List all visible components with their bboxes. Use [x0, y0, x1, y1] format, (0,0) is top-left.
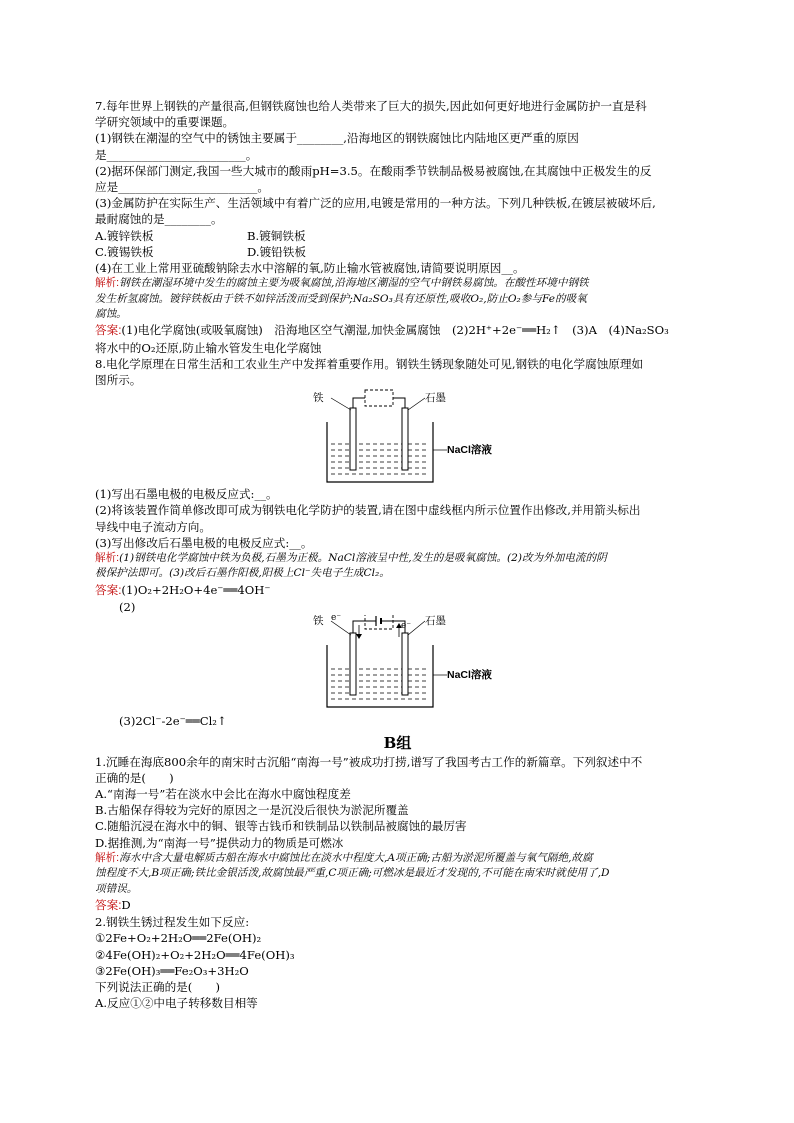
q8-explanation-line2: 极保护法即可。(3)改后石墨作阳极,阳极上Cl⁻失电子生成Cl₂。 [95, 567, 390, 580]
q8-stem-line1: 8.电化学原理在日常生活和工农业生产中发挥着重要作用。钢铁生锈现象随处可见,钢铁的电化学腐蚀原理如 [95, 356, 644, 371]
q8-answer-3: (3)2Cl⁻-2e⁻══Cl₂↑ [119, 714, 227, 729]
electron-label-left: e⁻ [331, 613, 342, 624]
q8-explanation-line1 [95, 551, 700, 566]
q8-explanation-label: 解析: [95, 552, 120, 565]
b1-answer [95, 897, 700, 914]
b2-question: 下列说法正确的是( ) [95, 979, 220, 994]
q7-answer-text1: (1)电化学腐蚀(或吸氧腐蚀) 沿海地区空气潮湿,加快金属腐蚀 (2)2H⁺+2e⁻══H₂↑ (3)A (4)Na₂SO₃ [121, 323, 669, 338]
q7-answer-label: 答案: [95, 324, 122, 338]
b1-stem-line2: 正确的是( ) [95, 770, 174, 785]
b1-option-a: A.“南海一号”若在淡水中会比在海水中腐蚀程度差 [95, 786, 351, 801]
q8-part1: (1)写出石墨电极的电极反应式:__。 [95, 487, 278, 502]
b2-option-a: A.反应①②中电子转移数目相等 [95, 996, 258, 1011]
b1-explanation-line3: 项错误。 [95, 882, 138, 895]
b1-answer-label: 答案: [95, 898, 122, 912]
b2-reaction-3: ③2Fe(OH)₃══Fe₂O₃+3H₂O [95, 963, 249, 978]
q7-explanation-label: 解析: [95, 277, 120, 290]
b1-explanation-text1: 海水中含大量电解质古船在海水中腐蚀比在淡水中程度大,A项正确;古船为淤泥所覆盖与氧气隔绝,故腐 [119, 851, 593, 864]
graphite-electrode-label-2: 石墨 [425, 615, 446, 628]
q7-explanation-line3: 腐蚀。 [95, 308, 127, 321]
iron-electrode-label: 铁 [313, 392, 324, 405]
question-b1 [95, 754, 700, 915]
section-b-heading: B组 [383, 733, 412, 752]
nacl-solution-label-2: NaCl溶液 [447, 669, 492, 682]
q7-part3-line1: (3)金属防护在实际生产、生活领域中有着广泛的应用,电镀是常用的一种方法。下列几种铁板,在镀层被破坏后, [95, 196, 656, 211]
q8-stem-line2: 图所示。 [95, 373, 142, 388]
q8-answer-2: (2) [119, 600, 136, 615]
q7-option-a: A.镀锌铁板 [95, 228, 154, 243]
q7-stem-line2: 学研究领域中的重要课题。 [95, 115, 235, 130]
b1-stem-line1: 1.沉睡在海底800余年的南宋时古沉船“南海一号”被成功打捞,谱写了我国考古工作的新篇章。下列叙述中不 [95, 754, 643, 769]
q8-part3: (3)写出修改后石墨电极的电极反应式:__。 [95, 535, 313, 550]
b1-explanation-line1 [95, 851, 700, 866]
question-8 [95, 356, 700, 730]
q7-option-b: B.镀铜铁板 [247, 228, 306, 243]
q8-answer-label: 答案: [95, 583, 122, 597]
q7-part1-line1: (1)钢铁在潮湿的空气中的锈蚀主要属于________,沿海地区的钢铁腐蚀比内陆地区更严重的原因 [95, 131, 579, 146]
b2-stem: 2.钢铁生锈过程发生如下反应: [95, 915, 250, 930]
b1-answer-text: D [121, 897, 131, 912]
b2-reaction-2: ②4Fe(OH)₂+O₂+2H₂O══4Fe(OH)₃ [95, 947, 295, 962]
b1-option-b: B.古船保存得较为完好的原因之一是沉没后很快为淤泥所覆盖 [95, 803, 409, 818]
q7-stem-line1: 7.每年世界上钢铁的产量很高,但钢铁腐蚀也给人类带来了巨大的损失,因此如何更好地进行金属防护一直是科 [95, 99, 647, 113]
corrosion-diagram-drawing [95, 388, 700, 486]
question-7 [95, 98, 700, 356]
q7-explanation-text1: 钢铁在潮湿环境中发生的腐蚀主要为吸氧腐蚀,沿海地区潮湿的空气中钢铁易腐蚀。在酸性环境中钢铁 [119, 277, 589, 290]
q8-explanation-text1: (1)钢铁电化学腐蚀中铁为负极,石墨为正极。NaCl溶液呈中性,发生的是吸氧腐蚀。(2)改为外加电流的阴 [119, 552, 607, 565]
q7-options-row1 [95, 228, 700, 244]
worksheet-page [95, 98, 700, 1011]
q8-answer-1 [95, 582, 700, 599]
q7-part3-line2: 最耐腐蚀的是________。 [95, 212, 223, 227]
q7-answer-line1 [95, 322, 700, 339]
q7-part4: (4)在工业上常用亚硫酸钠除去水中溶解的氧,防止输水管被腐蚀,请简要说明原因__。 [95, 261, 525, 276]
b1-explanation-label: 解析: [95, 851, 120, 864]
q7-part1-line2: 是________________________。 [95, 147, 258, 162]
nacl-solution-label: NaCl溶液 [447, 444, 492, 457]
q7-option-c: C.镀锡铁板 [95, 244, 154, 259]
b1-option-c: C.随船沉浸在海水中的铜、银等古钱币和铁制品以铁制品被腐蚀的最厉害 [95, 819, 467, 834]
corrosion-diagram [95, 388, 700, 486]
q8-part2-line1: (2)将该装置作简单修改即可成为钢铁电化学防护的装置,请在图中虚线框内所示位置作出修改,并用箭头标出 [95, 503, 641, 518]
q7-part2-line2: 应是________________________。 [95, 180, 269, 195]
b1-option-d: D.据推测,为“南海一号”提供动力的物质是可燃冰 [95, 835, 344, 850]
iron-electrode-label-2: 铁 [313, 615, 324, 628]
q7-part2-line1: (2)据环保部门测定,我国一些大城市的酸雨pH=3.5。在酸雨季节铁制品极易被腐蚀,在其腐蚀中正极发生的反 [95, 163, 652, 178]
electron-label-right: e⁻ [401, 621, 412, 632]
q8-part2-line2: 导线中电子流动方向。 [95, 519, 211, 534]
q7-option-d: D.镀铅铁板 [247, 244, 306, 259]
protection-diagram [95, 615, 700, 713]
q7-options-row2 [95, 244, 700, 260]
b2-reaction-1: ①2Fe+O₂+2H₂O══2Fe(OH)₂ [95, 931, 262, 946]
graphite-electrode-label: 石墨 [425, 392, 446, 405]
protection-diagram-drawing [95, 615, 700, 713]
b1-explanation-line2: 蚀程度不大,B项正确;铁比金银活泼,故腐蚀最严重,C项正确;可燃冰是最近才发现的,不可能在南宋时就使用了,D [95, 867, 610, 880]
q7-explanation-line2: 发生析氢腐蚀。镀锌铁板由于铁不如锌活泼而受到保护;Na₂SO₃具有还原性,吸收O₂,防止O₂参与Fe的吸氧 [95, 292, 587, 305]
q7-explanation-line1 [95, 276, 700, 291]
question-b2 [95, 914, 700, 1011]
q8-answer-1-text: (1)O₂+2H₂O+4e⁻══4OH⁻ [121, 582, 271, 597]
q7-answer-line2: 将水中的O₂还原,防止输水管发生电化学腐蚀 [95, 340, 322, 355]
